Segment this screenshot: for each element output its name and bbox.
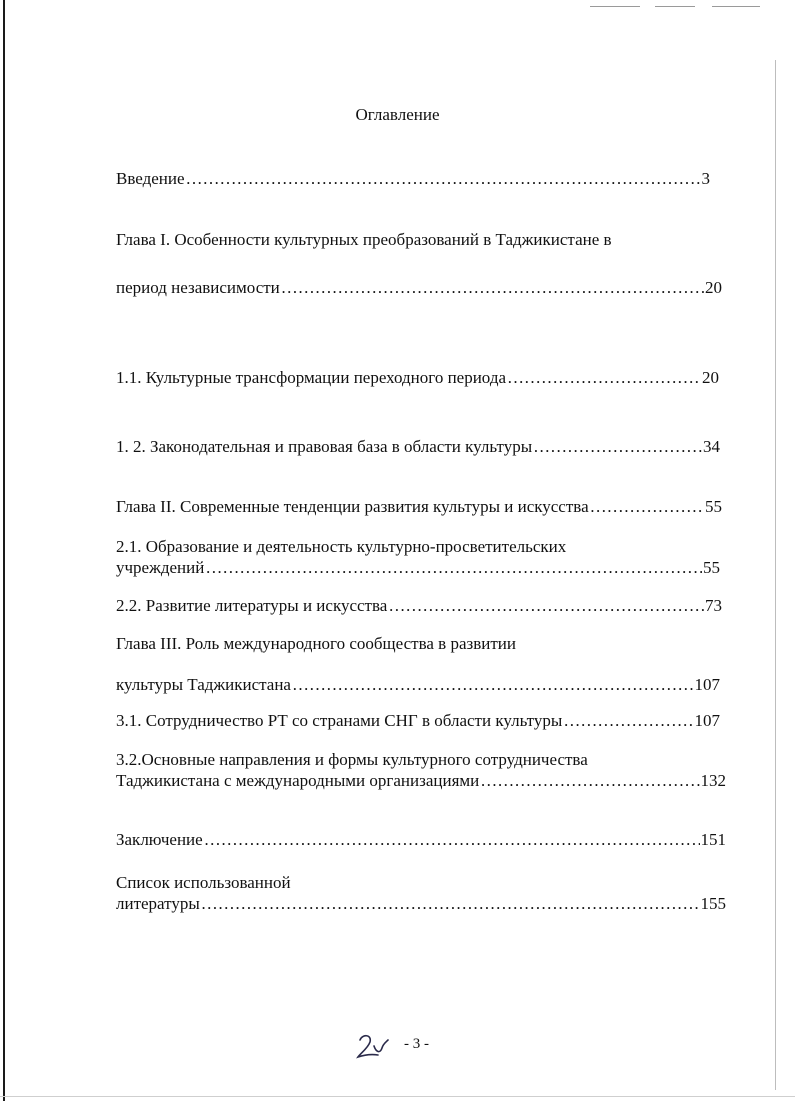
toc-entry-intro xyxy=(116,168,710,190)
scan-dash xyxy=(590,6,640,7)
handwritten-mark xyxy=(352,1030,392,1062)
toc-entry-page: 3 xyxy=(701,169,710,188)
toc-entry-s1-2 xyxy=(116,436,720,458)
toc-entry-page: 34 xyxy=(703,437,720,456)
toc-entry-page: 55 xyxy=(705,497,722,516)
toc-entry-label: учреждений xyxy=(116,558,205,577)
document-title: Оглавление xyxy=(355,105,440,124)
toc-entry-page: 132 xyxy=(700,771,726,790)
scan-edge-bottom xyxy=(0,1096,795,1097)
toc-entry-page: 107 xyxy=(694,711,720,730)
toc-entry-s3-2-line1: 3.2.Основные направления и формы культурного сотрудничества xyxy=(116,750,588,769)
toc-entry-label: 2.2. Развитие литературы и искусства xyxy=(116,596,388,615)
toc-entry-label: 1.1. Культурные трансформации переходного периода xyxy=(116,368,507,387)
scan-edge-left xyxy=(3,0,5,1101)
toc-entry-page: 151 xyxy=(700,830,726,849)
toc-entry-ch1-line1: Глава I. Особенности культурных преобразований в Таджикистане в xyxy=(116,230,612,249)
toc-entry-ch3 xyxy=(116,674,720,696)
page-number: - 3 - xyxy=(404,1036,429,1052)
dot-leader xyxy=(292,674,694,696)
toc-entry-label: 3.1. Сотрудничество РТ со странами СНГ в области культуры xyxy=(116,711,563,730)
toc-entry-s2-1 xyxy=(116,557,720,579)
dot-leader xyxy=(281,277,704,299)
toc-entry-page: 155 xyxy=(700,894,726,913)
dot-leader xyxy=(507,367,701,389)
toc-entry-label: Введение xyxy=(116,169,185,188)
dot-leader xyxy=(563,710,693,732)
dot-leader xyxy=(204,829,700,851)
toc-entry-label: литературы xyxy=(116,894,200,913)
toc-entry-ch3-line1: Глава III. Роль международного сообщества в развитии xyxy=(116,634,516,653)
toc-entry-label: Таджикистана с международными организациями xyxy=(116,771,480,790)
toc-entry-s2-1-line1: 2.1. Образование и деятельность культурно-просветительских xyxy=(116,537,567,556)
toc-entry-label: Заключение xyxy=(116,830,203,849)
toc-entry-page: 55 xyxy=(703,558,720,577)
toc-entry-s3-1 xyxy=(116,710,720,732)
toc-entry-label: культуры Таджикистана xyxy=(116,675,291,694)
dot-leader xyxy=(480,770,699,792)
toc-entry-page: 73 xyxy=(705,596,722,615)
dot-leader xyxy=(201,893,700,915)
scan-dash xyxy=(655,6,695,7)
dot-leader xyxy=(186,168,701,190)
scan-edge-right xyxy=(775,60,776,1090)
toc-entry-page: 20 xyxy=(702,368,719,387)
toc-entry-biblio-line1: Список использованной xyxy=(116,873,291,892)
scan-dash xyxy=(712,6,760,7)
toc-entry-label: Глава II. Современные тенденции развития культуры и искусства xyxy=(116,497,589,516)
toc-entry-biblio xyxy=(116,893,726,915)
toc-entry-label: период независимости xyxy=(116,278,280,297)
dot-leader xyxy=(205,557,702,579)
toc-entry-s1-1 xyxy=(116,367,719,389)
toc-entry-conclusion xyxy=(116,829,726,851)
toc-entry-ch2 xyxy=(116,496,722,518)
toc-entry-label: 1. 2. Законодательная и правовая база в области культуры xyxy=(116,437,533,456)
toc-entry-page: 107 xyxy=(694,675,720,694)
dot-leader xyxy=(533,436,702,458)
toc-entry-ch1 xyxy=(116,277,722,299)
dot-leader xyxy=(590,496,704,518)
toc-entry-s3-2 xyxy=(116,770,726,792)
toc-entry-page: 20 xyxy=(705,278,722,297)
toc-entry-s2-2 xyxy=(116,595,722,617)
dot-leader xyxy=(388,595,704,617)
